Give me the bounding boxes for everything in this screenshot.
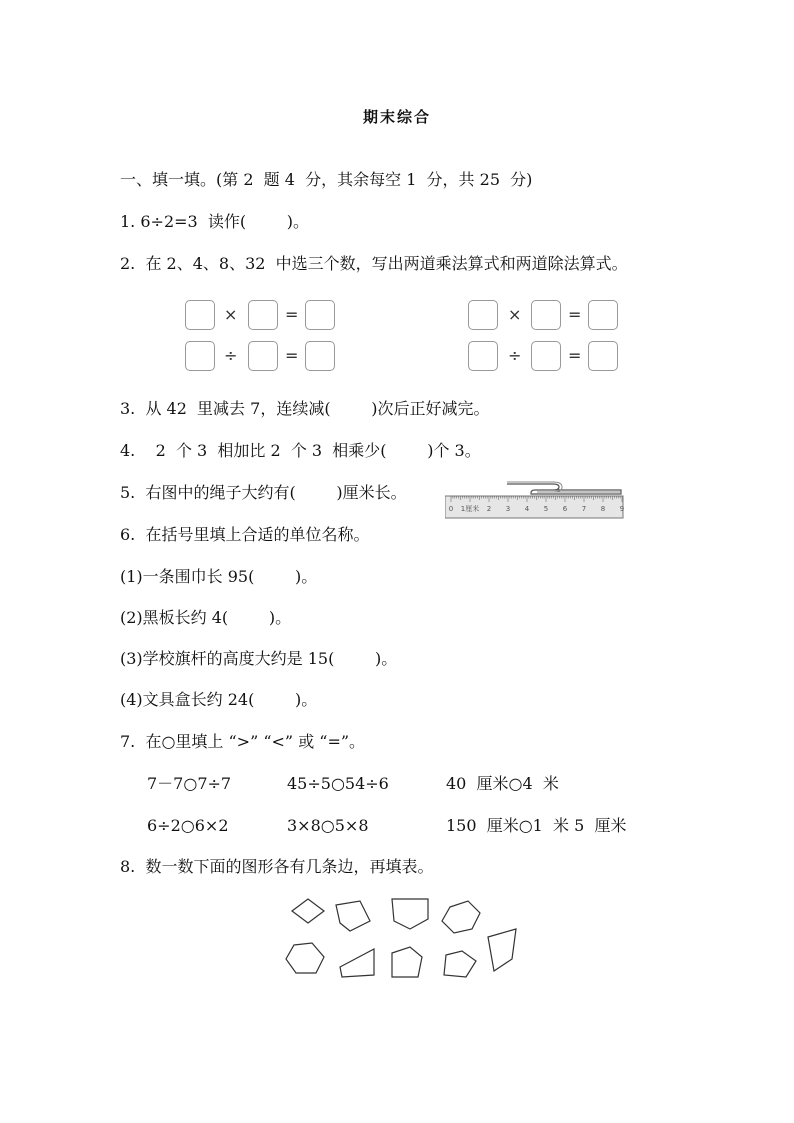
answer-box[interactable] (468, 300, 498, 330)
equals-sign: = (285, 305, 299, 324)
ruler-label: 8 (600, 505, 606, 513)
question-6-item-4: (4)文具盒长约 24( )。 (120, 690, 318, 709)
pentagon-shape (392, 899, 428, 929)
quadrilateral-shape (292, 899, 324, 923)
answer-box[interactable] (248, 341, 278, 371)
times-sign: × (224, 305, 238, 324)
quadrilateral-shape (488, 929, 516, 971)
compare-item: 6÷2○6×2 (147, 816, 229, 835)
compare-item: 45÷5○54÷6 (287, 774, 389, 793)
answer-box[interactable] (305, 341, 335, 371)
compare-item: 150 厘米○1 米 5 厘米 (446, 816, 627, 835)
quadrilateral-shape (340, 949, 374, 977)
ruler-label: 7 (581, 505, 587, 513)
pentagon-shape (392, 947, 422, 977)
times-sign: × (508, 305, 522, 324)
answer-box[interactable] (185, 300, 215, 330)
ruler-label: 0 (448, 505, 454, 513)
question-6-item-2: (2)黑板长约 4( )。 (120, 608, 292, 627)
answer-box[interactable] (185, 341, 215, 371)
equals-sign: = (568, 305, 582, 324)
ruler-label: 6 (562, 505, 568, 513)
question-6: 6. 在括号里填上合适的单位名称。 (120, 525, 370, 544)
question-1: 1. 6÷2=3 读作( )。 (120, 212, 310, 231)
ruler-label: 2 (486, 505, 492, 513)
answer-box[interactable] (531, 300, 561, 330)
equals-sign: = (285, 346, 299, 365)
answer-box[interactable] (305, 300, 335, 330)
compare-item: 40 厘米○4 米 (446, 774, 559, 793)
ruler-with-rope-figure (445, 478, 625, 520)
ruler-label: 5 (543, 505, 549, 513)
compare-item: 3×8○5×8 (287, 816, 369, 835)
pentagon-shape (336, 901, 370, 931)
answer-box[interactable] (468, 341, 498, 371)
pentagon-shape (444, 951, 476, 977)
question-4: 4. 2 个 3 相加比 2 个 3 相乘少( )个 3。 (120, 441, 481, 460)
answer-box[interactable] (588, 341, 618, 371)
compare-item: 7－7○7÷7 (147, 774, 232, 793)
ruler-label: 1厘米 (460, 505, 480, 513)
question-7: 7. 在○里填上 “>” “<” 或 “=”。 (120, 732, 366, 751)
question-6-item-1: (1)一条围巾长 95( )。 (120, 567, 318, 586)
question-6-item-3: (3)学校旗杆的高度大约是 15( )。 (120, 649, 398, 668)
page-title: 期末综合 (362, 108, 431, 126)
answer-box[interactable] (588, 300, 618, 330)
ruler-label: 3 (505, 505, 511, 513)
hexagon-shape (442, 901, 480, 933)
divide-sign: ÷ (508, 346, 522, 365)
question-8: 8. 数一数下面的图形各有几条边，再填表。 (120, 857, 434, 876)
hexagon-shape (286, 943, 324, 973)
equals-sign: = (568, 346, 582, 365)
section-heading: 一、填一填。(第 2 题 4 分，其余每空 1 分，共 25 分) (120, 170, 533, 189)
answer-box[interactable] (531, 341, 561, 371)
ruler-label: 9 (619, 505, 625, 513)
question-3: 3. 从 42 里减去 7，连续减( )次后正好减完。 (120, 399, 490, 418)
ruler-label: 4 (524, 505, 530, 513)
answer-box[interactable] (248, 300, 278, 330)
divide-sign: ÷ (224, 346, 238, 365)
question-2: 2. 在 2、4、8、32 中选三个数，写出两道乘法算式和两道除法算式。 (120, 254, 628, 273)
question-5: 5. 右图中的绳子大约有( )厘米长。 (120, 483, 407, 502)
polygons-figure (280, 893, 520, 983)
